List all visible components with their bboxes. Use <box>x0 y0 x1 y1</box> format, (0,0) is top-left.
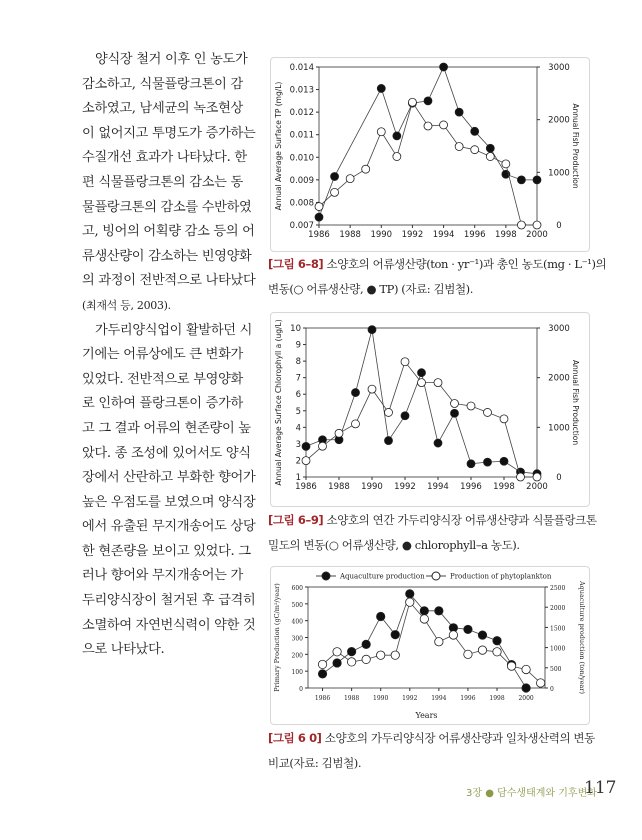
data-point <box>333 648 341 656</box>
text-line: 수질개선 효과가 나타났다. 한 <box>82 150 247 166</box>
y2-tick-label: 0 <box>556 221 562 231</box>
caption-text: 밀도의 변동(○ 어류생산량, ● chlorophyll–a 농도). <box>268 538 520 552</box>
y-tick-label: 600 <box>291 585 303 592</box>
data-point <box>471 127 479 135</box>
data-point <box>435 607 443 615</box>
caption-text: 변동(○ 어류생산량, ● TP) (자료: 김범철). <box>268 282 473 296</box>
y-tick-label: 0.011 <box>289 130 314 141</box>
x-tick-label: 1988 <box>328 482 350 492</box>
y-tick-label: 500 <box>291 601 303 609</box>
legend-label: Aquaculture production <box>340 572 425 581</box>
data-point <box>335 429 343 437</box>
x-tick-label: 1994 <box>431 695 447 702</box>
data-point <box>478 646 486 654</box>
x-tick-label: 2000 <box>526 482 548 492</box>
text-line: 감소하고, 식물플랑크톤이 감 <box>82 76 243 92</box>
plot-frame <box>308 587 545 688</box>
y-tick-label: 10 <box>290 324 301 334</box>
x-tick-label: 1996 <box>463 230 486 240</box>
plot-frame <box>319 67 537 225</box>
y2-tick-label: 2000 <box>548 373 570 384</box>
figure-label: [그림 6–8] <box>268 257 324 271</box>
y-tick-label: 0 <box>299 686 303 693</box>
data-point <box>318 660 326 668</box>
data-point <box>302 442 310 450</box>
y-tick-label: 8 <box>295 357 301 368</box>
data-point <box>440 63 448 71</box>
y-tick-label: 3 <box>295 439 301 450</box>
paragraph-2 <box>82 319 272 663</box>
data-point <box>418 379 426 387</box>
x-tick-label: 1994 <box>432 230 455 240</box>
text-line: 고, 빙어의 어획량 감소 등의 어 <box>82 224 255 240</box>
data-point <box>486 153 494 161</box>
y-tick-label: 1 <box>295 473 301 483</box>
data-point <box>420 607 428 615</box>
x-tick-label: 1986 <box>308 230 330 240</box>
x-tick-label: 1986 <box>314 695 331 702</box>
data-point <box>393 132 401 140</box>
text-line: 로 인하여 플랑크톤이 증가하 <box>82 396 243 412</box>
figure-6-8-chart <box>270 57 590 252</box>
data-point <box>376 612 384 620</box>
data-point <box>368 326 376 334</box>
y-tick-label: 6 <box>295 390 301 401</box>
text-line: 기에는 어류상에도 큰 변화가 <box>82 347 243 363</box>
data-point <box>377 128 385 136</box>
text-line: 두리양식장이 철거된 후 급격히 <box>82 593 256 609</box>
y-tick-label: 0.010 <box>289 153 314 164</box>
data-point <box>346 175 354 183</box>
data-point <box>362 640 370 648</box>
text-line: 양식장 철거 이후 인 농도가 <box>95 52 248 67</box>
text-line: 았다. 종 조성에 있어서도 양식 <box>82 445 251 461</box>
data-point <box>471 146 479 154</box>
y2-tick-label: 1000 <box>550 645 566 653</box>
y-tick-label: 200 <box>291 652 303 660</box>
data-point <box>418 369 426 377</box>
caption-text: 비교(자료: 김범철). <box>268 756 362 770</box>
x-tick-label: 1986 <box>295 482 317 492</box>
x-tick-label: 1992 <box>394 482 416 492</box>
data-point <box>451 409 459 417</box>
y2-axis-label: Annual Fish Production <box>571 103 580 189</box>
y-tick-label: 0.014 <box>289 63 314 73</box>
y-tick-label: 0.012 <box>289 108 314 119</box>
text-line: 소하였고, 남세균의 녹조현상 <box>82 101 243 117</box>
series-line-1 <box>323 602 541 683</box>
y2-tick-label: 1500 <box>550 625 566 633</box>
y2-tick-label: 3000 <box>548 324 570 334</box>
data-point <box>406 598 414 606</box>
text-line: 고 그 결과 어류의 현존량이 높 <box>82 420 251 436</box>
data-point <box>467 402 475 410</box>
x-tick-label: 1990 <box>361 482 383 492</box>
figure-6-10-caption <box>268 726 598 776</box>
x-tick-label: 1990 <box>373 695 389 702</box>
data-point <box>385 437 393 445</box>
caption-text: 소양호의 가두리양식장 어류생산량과 일차생산력의 변동 <box>321 731 595 745</box>
data-point <box>319 442 327 450</box>
data-point <box>536 679 544 687</box>
y-tick-label: 400 <box>291 618 303 626</box>
body-text-column <box>82 48 272 663</box>
figure-6-10-chart <box>270 566 590 725</box>
legend-label: Production of phytoplankton <box>450 572 552 581</box>
data-point <box>347 658 355 666</box>
data-point <box>352 420 360 428</box>
data-point <box>406 590 414 598</box>
y-tick-label: 9 <box>295 340 301 351</box>
text-line: 러나 향어와 무지개송어는 가 <box>82 568 243 584</box>
y2-tick-label: 2500 <box>550 585 566 592</box>
x-axis-label: Years <box>415 711 438 720</box>
y2-tick-label: 2000 <box>550 605 566 613</box>
text-line: 있었다. 전반적으로 부영양화 <box>82 371 243 387</box>
text-line: 장에서 산란하고 부화한 향어가 <box>82 470 256 486</box>
figure-6-9-caption <box>268 508 598 558</box>
data-point <box>368 385 376 393</box>
data-point <box>420 615 428 623</box>
figure-6-8-caption <box>268 252 607 302</box>
data-point <box>401 412 409 420</box>
data-point <box>517 221 525 229</box>
data-point <box>500 415 508 423</box>
text-line: 한 현존량을 보이고 있었다. 그 <box>82 543 251 559</box>
x-tick-label: 1992 <box>401 230 424 240</box>
data-point <box>484 408 492 416</box>
data-point <box>493 637 501 645</box>
y-tick-label: 4 <box>295 423 301 434</box>
y-tick-label: 0.009 <box>289 175 314 186</box>
x-tick-label: 2000 <box>518 695 534 702</box>
series-line-0 <box>319 67 537 217</box>
data-point <box>408 98 416 106</box>
y2-tick-label: 3000 <box>548 63 570 73</box>
y2-tick-label: 2000 <box>548 115 570 126</box>
text-line: 가두리양식업이 활발하던 시 <box>95 322 253 338</box>
x-tick-label: 1998 <box>489 695 505 702</box>
data-point <box>440 121 448 129</box>
data-point <box>478 631 486 639</box>
data-point <box>376 651 384 659</box>
y-axis-label: Annual Average Surface TP (mg/L) <box>274 81 283 211</box>
plot-frame <box>306 328 537 477</box>
y-tick-label: 0.007 <box>289 221 314 231</box>
data-point <box>486 144 494 152</box>
y-tick-label: 7 <box>295 373 301 384</box>
text-line: 편 식물플랑크톤의 감소는 동 <box>82 174 243 190</box>
data-point <box>424 122 432 130</box>
caption-text: 소양호의 연간 가두리양식장 어류생산량과 식물플랑크톤 <box>323 513 597 527</box>
data-point <box>377 84 385 92</box>
data-point <box>333 659 341 667</box>
data-point <box>533 221 541 229</box>
text-line: 의 과정이 전반적으로 나타났다 <box>82 273 256 289</box>
y2-tick-label: 0 <box>550 686 554 693</box>
y-tick-label: 0.013 <box>289 85 314 96</box>
data-point <box>434 379 442 387</box>
data-point <box>449 631 457 639</box>
data-point <box>391 630 399 638</box>
data-point <box>315 203 323 211</box>
data-point <box>434 439 442 447</box>
y-tick-label: 100 <box>291 669 303 677</box>
data-point <box>318 670 326 678</box>
citation: (최재석 등, 2003). <box>82 298 171 312</box>
data-point <box>391 651 399 659</box>
text-line: 높은 우점도를 보였으며 양식장 <box>82 494 256 510</box>
x-tick-label: 1988 <box>339 230 361 240</box>
data-point <box>484 458 492 466</box>
data-point <box>500 457 508 465</box>
y-tick-label: 300 <box>291 635 303 643</box>
y-tick-label: 5 <box>295 406 301 417</box>
y-tick-label: 0.008 <box>289 198 314 209</box>
data-point <box>331 172 339 180</box>
legend-marker <box>432 572 440 580</box>
data-point <box>435 638 443 646</box>
data-point <box>352 389 360 397</box>
x-tick-label: 1988 <box>343 695 360 702</box>
data-point <box>522 684 530 692</box>
x-tick-label: 1994 <box>427 482 449 492</box>
data-point <box>464 650 472 658</box>
data-point <box>517 176 525 184</box>
figure-6-9-chart <box>270 312 590 507</box>
paragraph-1 <box>82 48 272 294</box>
data-point <box>385 408 393 416</box>
data-point <box>522 665 530 673</box>
y2-axis-label: Annual Fish Production <box>571 359 580 446</box>
text-line: 이 없어지고 투명도가 증가하는 <box>82 125 256 141</box>
text-line: 물플랑크톤의 감소를 수반하였 <box>82 199 252 215</box>
x-tick-label: 1998 <box>493 482 515 492</box>
x-tick-label: 1996 <box>460 482 482 492</box>
x-tick-label: 2000 <box>526 230 548 240</box>
data-point <box>502 160 510 168</box>
data-point <box>493 648 501 656</box>
data-point <box>507 662 515 670</box>
data-point <box>362 655 370 663</box>
data-point <box>347 647 355 655</box>
y-axis-label: Primary Production (gC/m²/year) <box>273 583 281 692</box>
y-axis-label: Annual Average Surface Chlorophyll a (ug/L) <box>274 319 283 486</box>
text-line: 으로 나타났다. <box>82 642 165 658</box>
chapter-footer: 3장 ● 담수생태계와 기후변화 <box>466 788 597 799</box>
data-point <box>424 97 432 105</box>
x-tick-label: 1990 <box>370 230 393 240</box>
page-number: 117 <box>584 778 617 798</box>
legend-marker <box>322 572 330 580</box>
data-point <box>451 399 459 407</box>
caption-text: 소양호의 어류생산량(ton · yr⁻¹)과 총인 농도(mg · L⁻¹)의 <box>323 257 607 271</box>
text-line: 류생산량이 감소하는 빈영양화 <box>82 248 252 264</box>
y2-tick-label: 0 <box>556 473 562 483</box>
data-point <box>315 213 323 221</box>
text-line: 소멸하여 자연번식력이 약한 것 <box>82 617 256 633</box>
y2-tick-label: 500 <box>550 665 562 673</box>
y2-axis-label: Aquaculture production (ton/year) <box>578 580 586 695</box>
x-tick-label: 1996 <box>460 695 476 702</box>
data-point <box>533 176 541 184</box>
data-point <box>533 473 541 481</box>
text-line: 에서 유출된 무지개송어도 상당 <box>82 519 256 535</box>
series-line-0 <box>306 330 537 474</box>
data-point <box>302 457 310 465</box>
data-point <box>517 473 525 481</box>
y-tick-label: 2 <box>295 456 301 467</box>
x-tick-label: 1998 <box>495 230 517 240</box>
data-point <box>455 143 463 151</box>
y2-tick-label: 1000 <box>548 168 570 179</box>
data-point <box>455 108 463 116</box>
data-point <box>401 358 409 366</box>
x-tick-label: 1992 <box>402 695 418 702</box>
data-point <box>362 165 370 173</box>
y2-tick-label: 1000 <box>548 423 570 434</box>
data-point <box>467 460 475 468</box>
data-point <box>331 188 339 196</box>
figure-label: [그림 6–9] <box>268 513 324 527</box>
figure-label: [그림 6 0] <box>268 731 322 745</box>
data-point <box>393 153 401 161</box>
data-point <box>464 625 472 633</box>
